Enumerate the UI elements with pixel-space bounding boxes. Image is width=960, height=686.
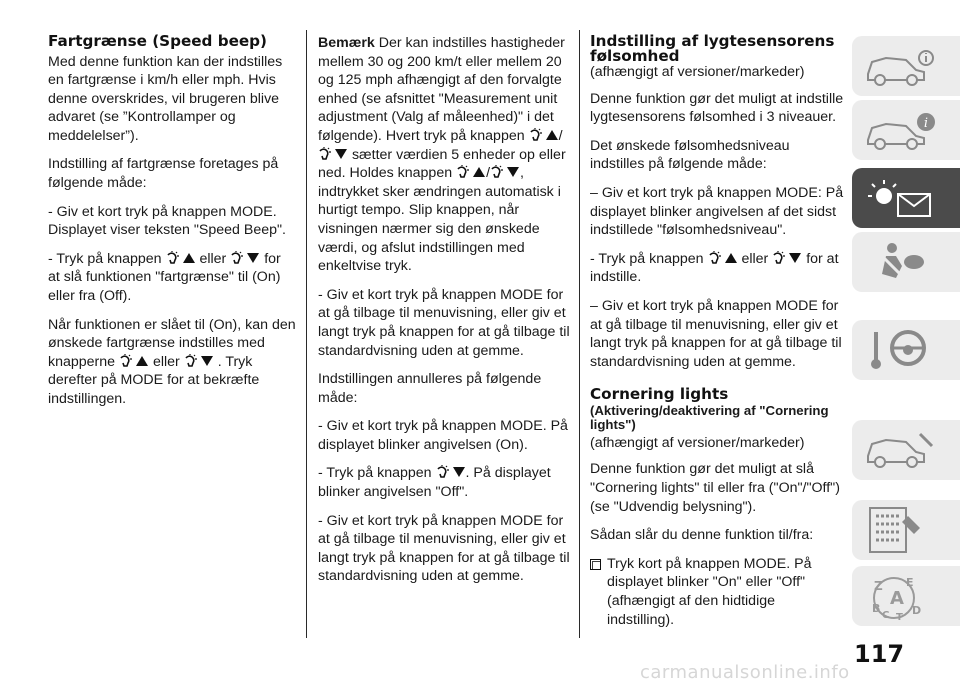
text: for at indstille. — [590, 250, 839, 286]
watermark: carmanualsonline.info — [640, 662, 850, 683]
tab-car-info[interactable] — [852, 36, 960, 96]
text: eller — [152, 353, 180, 370]
svg-text:C: C — [882, 610, 890, 620]
page-number: 117 — [854, 640, 905, 668]
subheading-availability: (afhængigt af versioner/markeder) — [590, 434, 805, 451]
text: eller — [199, 250, 227, 267]
light-up-button-icon — [529, 128, 559, 142]
paragraph: Indstillingen annulleres på følgende måde: — [318, 371, 542, 406]
note-paragraph — [318, 34, 570, 276]
heading-cornering-lights: Cornering lights — [590, 385, 729, 404]
light-message-icon — [862, 174, 942, 222]
text: Når funktionen er slået til (On), kan den ønskede fartgrænse indstilles med knapperne — [48, 316, 296, 370]
subheading-availability: (afhængigt af versioner/markeder) — [590, 64, 805, 80]
light-up-button-icon — [119, 354, 149, 368]
paragraph: Denne funktion gør det muligt at slå "Cornering lights" til eller fra ("On"/"Off") (se "Udvendig belysning"). — [590, 461, 840, 515]
text: sætter værdien 5 enheder op eller ned. Holdes knappen — [318, 146, 566, 182]
paragraph: Det ønskede følsomhedsniveau indstilles på følgende måde: — [590, 137, 790, 173]
note-label: Bemærk — [318, 35, 375, 51]
heading-speed-beep: Fartgrænse (Speed beep) — [48, 32, 267, 50]
svg-text:A: A — [890, 588, 904, 609]
car-info-icon — [862, 42, 942, 90]
paragraph: Sådan slår du denne funktion til/fra: — [590, 527, 814, 544]
text: - Tryk på knappen — [48, 250, 162, 267]
svg-text:B: B — [872, 602, 881, 615]
paragraph — [590, 250, 845, 287]
svg-text:i: i — [923, 116, 929, 131]
tab-lights-messages[interactable] — [852, 168, 960, 228]
text: . På displayet blinker angivelsen "Off". — [318, 465, 551, 501]
text: / — [486, 165, 491, 182]
document-list-icon — [862, 506, 942, 554]
light-down-button-icon — [318, 147, 348, 161]
tab-starting-driving[interactable] — [852, 320, 960, 380]
text: . Tryk derefter på MODE for at bekræfte indstillingen. — [48, 353, 260, 407]
heading-light-sensor: Indstilling af lygtesensorens følsomhed — [590, 32, 835, 65]
alphabet-index-icon — [862, 572, 942, 620]
text: - Tryk på knappen — [318, 465, 432, 482]
text: eller — [741, 250, 769, 267]
light-up-button-icon — [708, 251, 738, 265]
paragraph: Indstilling af fartgrænse foretages på følgende måde: — [48, 156, 279, 192]
text: for at slå funktionen "fartgrænse" til (On) eller fra (Off). — [48, 250, 281, 305]
paragraph: – Giv et kort tryk på knappen MODE for at gå tilbage til menuvisning, eller giv et langt tryk på knappen for at gå tilbage til standardvisning uden at gemme. — [590, 297, 842, 370]
light-down-button-icon — [436, 465, 466, 479]
text: / — [558, 127, 563, 144]
car-warning-icon — [862, 106, 942, 154]
light-down-button-icon — [230, 251, 260, 265]
light-up-button-icon — [166, 251, 196, 265]
paragraph: - Giv et kort tryk på knappen MODE. Displayet viser teksten "Speed Beep". — [48, 203, 286, 239]
car-service-icon — [862, 426, 942, 474]
tab-safety[interactable] — [852, 232, 960, 292]
paragraph — [48, 250, 296, 306]
paragraph: Med denne funktion kan der indstilles en fartgrænse i km/h eller mph. Hvis denne overskrides, vil brugeren blive advaret (se ”Kontrollamper og meddelelser”). — [48, 53, 283, 144]
paragraph — [48, 316, 296, 409]
wrench-steering-icon — [862, 326, 942, 374]
column-middle — [318, 34, 570, 596]
tab-car-warning[interactable] — [852, 100, 960, 160]
paragraph: - Giv et kort tryk på knappen MODE. På displayet blinker angivelsen (On). — [318, 418, 568, 453]
subheading-activation: (Aktivering/deaktivering af "Cornering lights") — [590, 402, 829, 432]
paragraph — [318, 464, 570, 501]
list-item-text: Tryk kort på knappen MODE. På displayet blinker "On" eller "Off" (afhængigt af den hidtidige indstilling). — [607, 555, 812, 628]
paragraph: - Giv et kort tryk på knappen MODE for at gå tilbage til menuvisning, eller giv et langt tryk på knappen for at gå tilbage til standardvisning uden at gemme. — [318, 286, 570, 359]
paragraph: - Giv et kort tryk på knappen MODE for at gå tilbage til menuvisning, eller giv et langt tryk på knappen for at gå tilbage til standardvisning uden at gemme. — [318, 512, 570, 585]
text: - Tryk på knappen — [590, 250, 704, 267]
column-divider — [579, 30, 580, 638]
column-left — [48, 34, 296, 419]
tab-emergency[interactable] — [852, 420, 960, 480]
svg-text:D: D — [912, 604, 922, 617]
list-item — [590, 555, 845, 629]
paragraph: – Giv et kort tryk på knappen MODE: På displayet blinker angivelsen af det sidst indstillede "følsomhedsniveau". — [590, 184, 844, 239]
light-down-button-icon — [184, 354, 214, 368]
svg-text:E: E — [906, 576, 914, 589]
light-up-button-icon — [456, 165, 486, 179]
light-down-button-icon — [772, 251, 802, 265]
text: , indtrykket sker ændringen automatisk i hurtigt tempo. Slip knappen, når visningen nærmer sig den ønskede værdi, og afslut indstillingen med enkeltvise tryk. — [318, 165, 561, 275]
seatbelt-airbag-icon — [862, 238, 942, 286]
svg-text:T: T — [896, 612, 903, 620]
checkbox-icon — [590, 555, 607, 629]
column-right — [590, 34, 845, 629]
text: Der kan indstilles hastigheder mellem 30 og 200 km/t eller mellem 20 og 125 mph afhængigt af den forvalgte enhed (se afsnittet "Measurement unit adjustment (Valg af måleenhed)" i det følgende). Hvert tryk på knappen — [318, 35, 565, 144]
tab-technical-data[interactable] — [852, 500, 960, 560]
light-down-button-icon — [490, 165, 520, 179]
svg-text:Z: Z — [874, 579, 883, 593]
column-divider — [306, 30, 307, 638]
paragraph: Denne funktion gør det muligt at indstille lygtesensorens følsomhed i 3 niveauer. — [590, 90, 844, 126]
tab-index[interactable] — [852, 566, 960, 626]
